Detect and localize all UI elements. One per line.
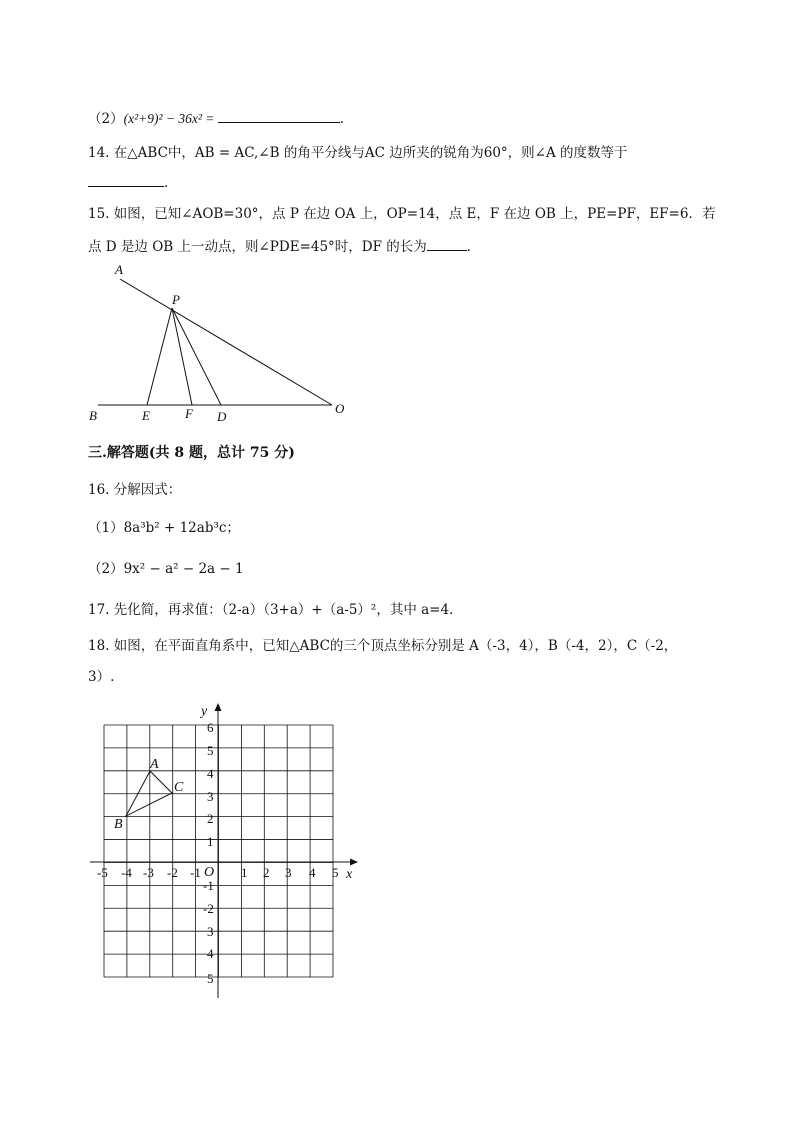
tick-labels xyxy=(97,720,339,986)
x-tick-label: 2 xyxy=(263,865,270,880)
label-P: P xyxy=(172,292,180,307)
q13-part2-prefix: （2） xyxy=(88,111,124,127)
y-tick-label: 4 xyxy=(207,946,214,961)
x-axis-arrow xyxy=(350,859,358,866)
section-3-heading: 三.解答题(共 8 题，总计 75 分) xyxy=(88,445,295,461)
triangle-ABC xyxy=(126,771,172,816)
point-label-C: C xyxy=(174,780,184,795)
q14-line1: 14. 在△ABC中，AB = AC,∠B 的角平分线与AC 边所夹的锐角为60°，则∠A 的度数等于 xyxy=(88,145,628,161)
y-tick-label: 5 xyxy=(207,743,214,758)
q15-line2-end: ． xyxy=(466,239,481,255)
y-tick-label: 2 xyxy=(207,811,214,826)
x-tick-label: -2 xyxy=(167,865,178,880)
grid-lines xyxy=(104,725,333,977)
label-B: B xyxy=(89,408,97,423)
q15-line2-text: 点 D 是边 OB 上一动点，则∠PDE=45°时，DF 的长为 xyxy=(88,239,427,255)
x-tick-label: 3 xyxy=(285,865,292,880)
label-D: D xyxy=(217,409,227,424)
q14-line2 xyxy=(88,172,168,192)
y-tick-label: 3 xyxy=(207,789,214,804)
y-axis-arrow xyxy=(215,703,222,711)
q15-line2 xyxy=(88,236,480,256)
q15-answer-blank[interactable] xyxy=(427,236,467,251)
point-label-B: B xyxy=(114,817,123,832)
q16-title: 16. 分解因式： xyxy=(88,482,182,498)
segment-PE xyxy=(147,308,172,405)
q15-line1: 15. 如图，已知∠AOB=30°，点 P 在边 OA 上，OP=14，点 E，F 在边 OB 上，PE=PF，EF=6．若 xyxy=(88,206,716,222)
x-tick-label: -4 xyxy=(121,865,132,880)
q13-part2-expr: (x²+9)² − 36x² = xyxy=(123,111,218,126)
q13-part2-end: . xyxy=(339,111,345,127)
q17-text: 17. 先化简，再求值：（2-a）（3+a）+（a-5）²，其中 a=4． xyxy=(88,602,463,618)
x-tick-label: 5 xyxy=(332,865,339,880)
y-tick-label: -2 xyxy=(203,901,214,916)
q18-line2: 3）. xyxy=(88,669,115,685)
label-O: O xyxy=(335,401,345,416)
q14-answer-blank[interactable] xyxy=(88,172,164,187)
axes xyxy=(90,703,358,998)
label-E: E xyxy=(142,408,150,423)
q18-line1: 18. 如图，在平面直角系中，已知△ABC的三个顶点坐标分别是 A（-3，4），B（-4，2），C（-2， xyxy=(88,638,678,654)
q14-end: . xyxy=(164,175,169,191)
line-OA xyxy=(120,279,332,405)
y-tick-label: -1 xyxy=(203,878,214,893)
axis-label-y: y xyxy=(201,704,208,719)
segment-PF xyxy=(172,308,192,405)
y-tick-label: 6 xyxy=(207,720,214,735)
y-tick-label: 5 xyxy=(207,971,214,986)
x-tick-label: 1 xyxy=(241,865,248,880)
origin-label: O xyxy=(204,865,215,880)
y-tick-label: 3 xyxy=(207,924,214,939)
label-F: F xyxy=(185,406,193,421)
y-tick-label: 1 xyxy=(207,834,214,849)
axis-label-x: x xyxy=(346,867,353,882)
y-tick-label: 4 xyxy=(207,766,214,781)
x-tick-label: -5 xyxy=(97,865,108,880)
x-tick-label: -3 xyxy=(143,865,154,880)
q13-part2 xyxy=(88,108,344,128)
x-tick-label: -1 xyxy=(190,865,201,880)
label-A: A xyxy=(115,262,123,277)
point-label-A: A xyxy=(150,757,159,772)
q16-part1: （1）8a³b² + 12ab³c； xyxy=(88,520,240,536)
segment-PD xyxy=(172,308,221,405)
x-tick-label: 4 xyxy=(309,865,316,880)
q16-part2: （2）9x² − a² − 2a − 1 xyxy=(88,561,244,577)
q13-answer-blank[interactable] xyxy=(218,108,340,123)
